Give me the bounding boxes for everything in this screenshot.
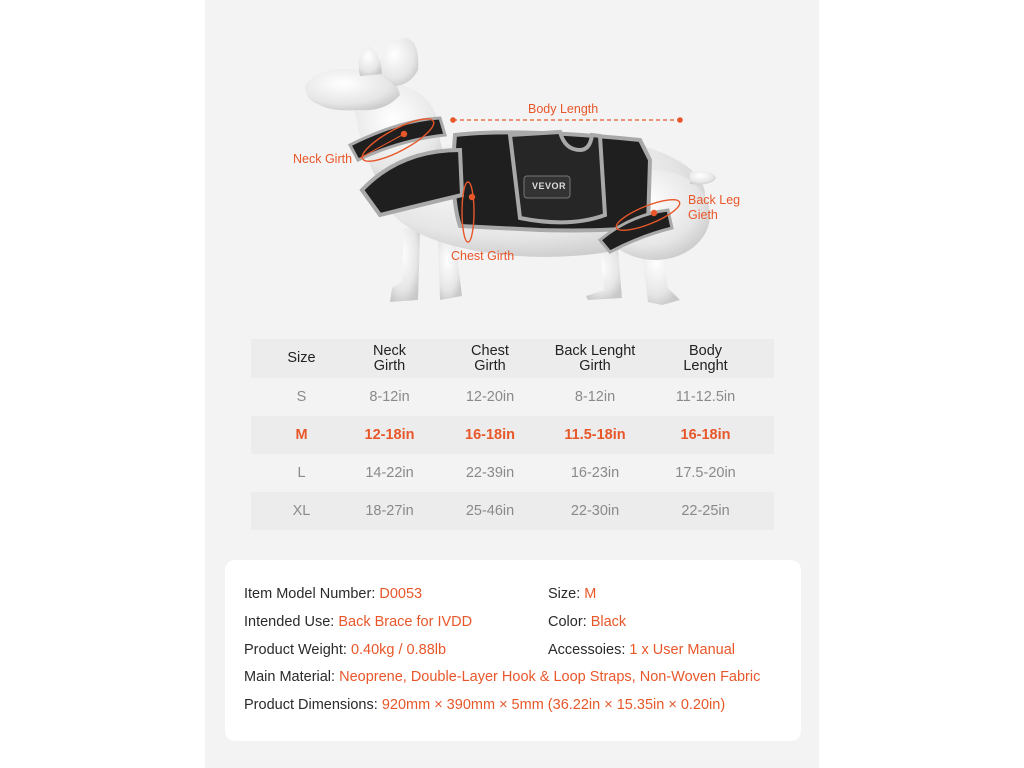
label-back-leg-1: Back Leg — [688, 193, 741, 207]
specs-card — [225, 560, 801, 741]
cell-back-leg: 11.5-18in — [564, 427, 626, 443]
cell-back-leg: 8-12in — [574, 389, 616, 405]
label-chest-girth: Chest Girth — [451, 249, 515, 263]
size-table — [251, 339, 774, 530]
cell-body: 22-25in — [681, 503, 730, 519]
spec-accessories: Accessoies: 1 x User Manual — [548, 642, 735, 658]
spec-weight: Product Weight: 0.40kg / 0.88lb — [244, 642, 447, 658]
cell-size: S — [296, 389, 307, 405]
label-back-leg-2: Gieth — [688, 208, 718, 222]
cell-neck: 12-18in — [364, 427, 415, 443]
cell-size: M — [295, 427, 308, 443]
cell-body: 11-12.5in — [675, 389, 736, 405]
spec-size: Size: M — [548, 586, 597, 602]
spec-model: Item Model Number: D0053 — [244, 586, 423, 602]
label-neck-girth: Neck Girth — [293, 152, 353, 166]
cell-size: XL — [292, 503, 311, 519]
header-body-length: Body Lenght — [683, 342, 728, 374]
cell-size: L — [297, 465, 306, 481]
cell-back-leg: 22-30in — [570, 503, 620, 519]
cell-neck: 8-12in — [369, 389, 410, 405]
table-header — [251, 339, 774, 378]
brand-logo: VEVOR — [532, 181, 567, 191]
cell-chest: 25-46in — [465, 503, 515, 519]
cell-back-leg: 16-23in — [570, 465, 620, 481]
spec-material: Main Material: Neoprene, Double-Layer Hook & Loop Straps, Non-Woven Fabric — [244, 669, 761, 685]
table-row — [251, 492, 774, 530]
header-chest-girth: Chest Girth — [471, 342, 509, 374]
cell-body: 17.5-20in — [675, 465, 736, 481]
cell-neck: 18-27in — [365, 503, 414, 519]
cell-chest: 22-39in — [465, 465, 515, 481]
cell-body: 16-18in — [680, 427, 731, 443]
header-back-leg-girth: Back Lenght Girth — [554, 342, 636, 374]
label-body-length: Body Length — [528, 102, 599, 116]
dog-mannequin-icon — [0, 0, 1024, 320]
header-size: Size — [287, 350, 316, 366]
spec-color: Color: Black — [548, 614, 627, 630]
spec-intended-use: Intended Use: Back Brace for IVDD — [244, 614, 473, 630]
table-row — [251, 454, 774, 492]
spec-dimensions: Product Dimensions: 920mm × 390mm × 5mm (36.22in × 15.35in × 0.20in) — [244, 697, 726, 713]
cell-chest: 16-18in — [465, 427, 515, 443]
header-neck-girth: Neck Girth — [372, 342, 407, 374]
cell-neck: 14-22in — [365, 465, 414, 481]
table-row — [251, 378, 774, 416]
table-row-highlighted — [251, 416, 774, 454]
cell-chest: 12-20in — [465, 389, 515, 405]
product-illustration — [0, 0, 1024, 320]
